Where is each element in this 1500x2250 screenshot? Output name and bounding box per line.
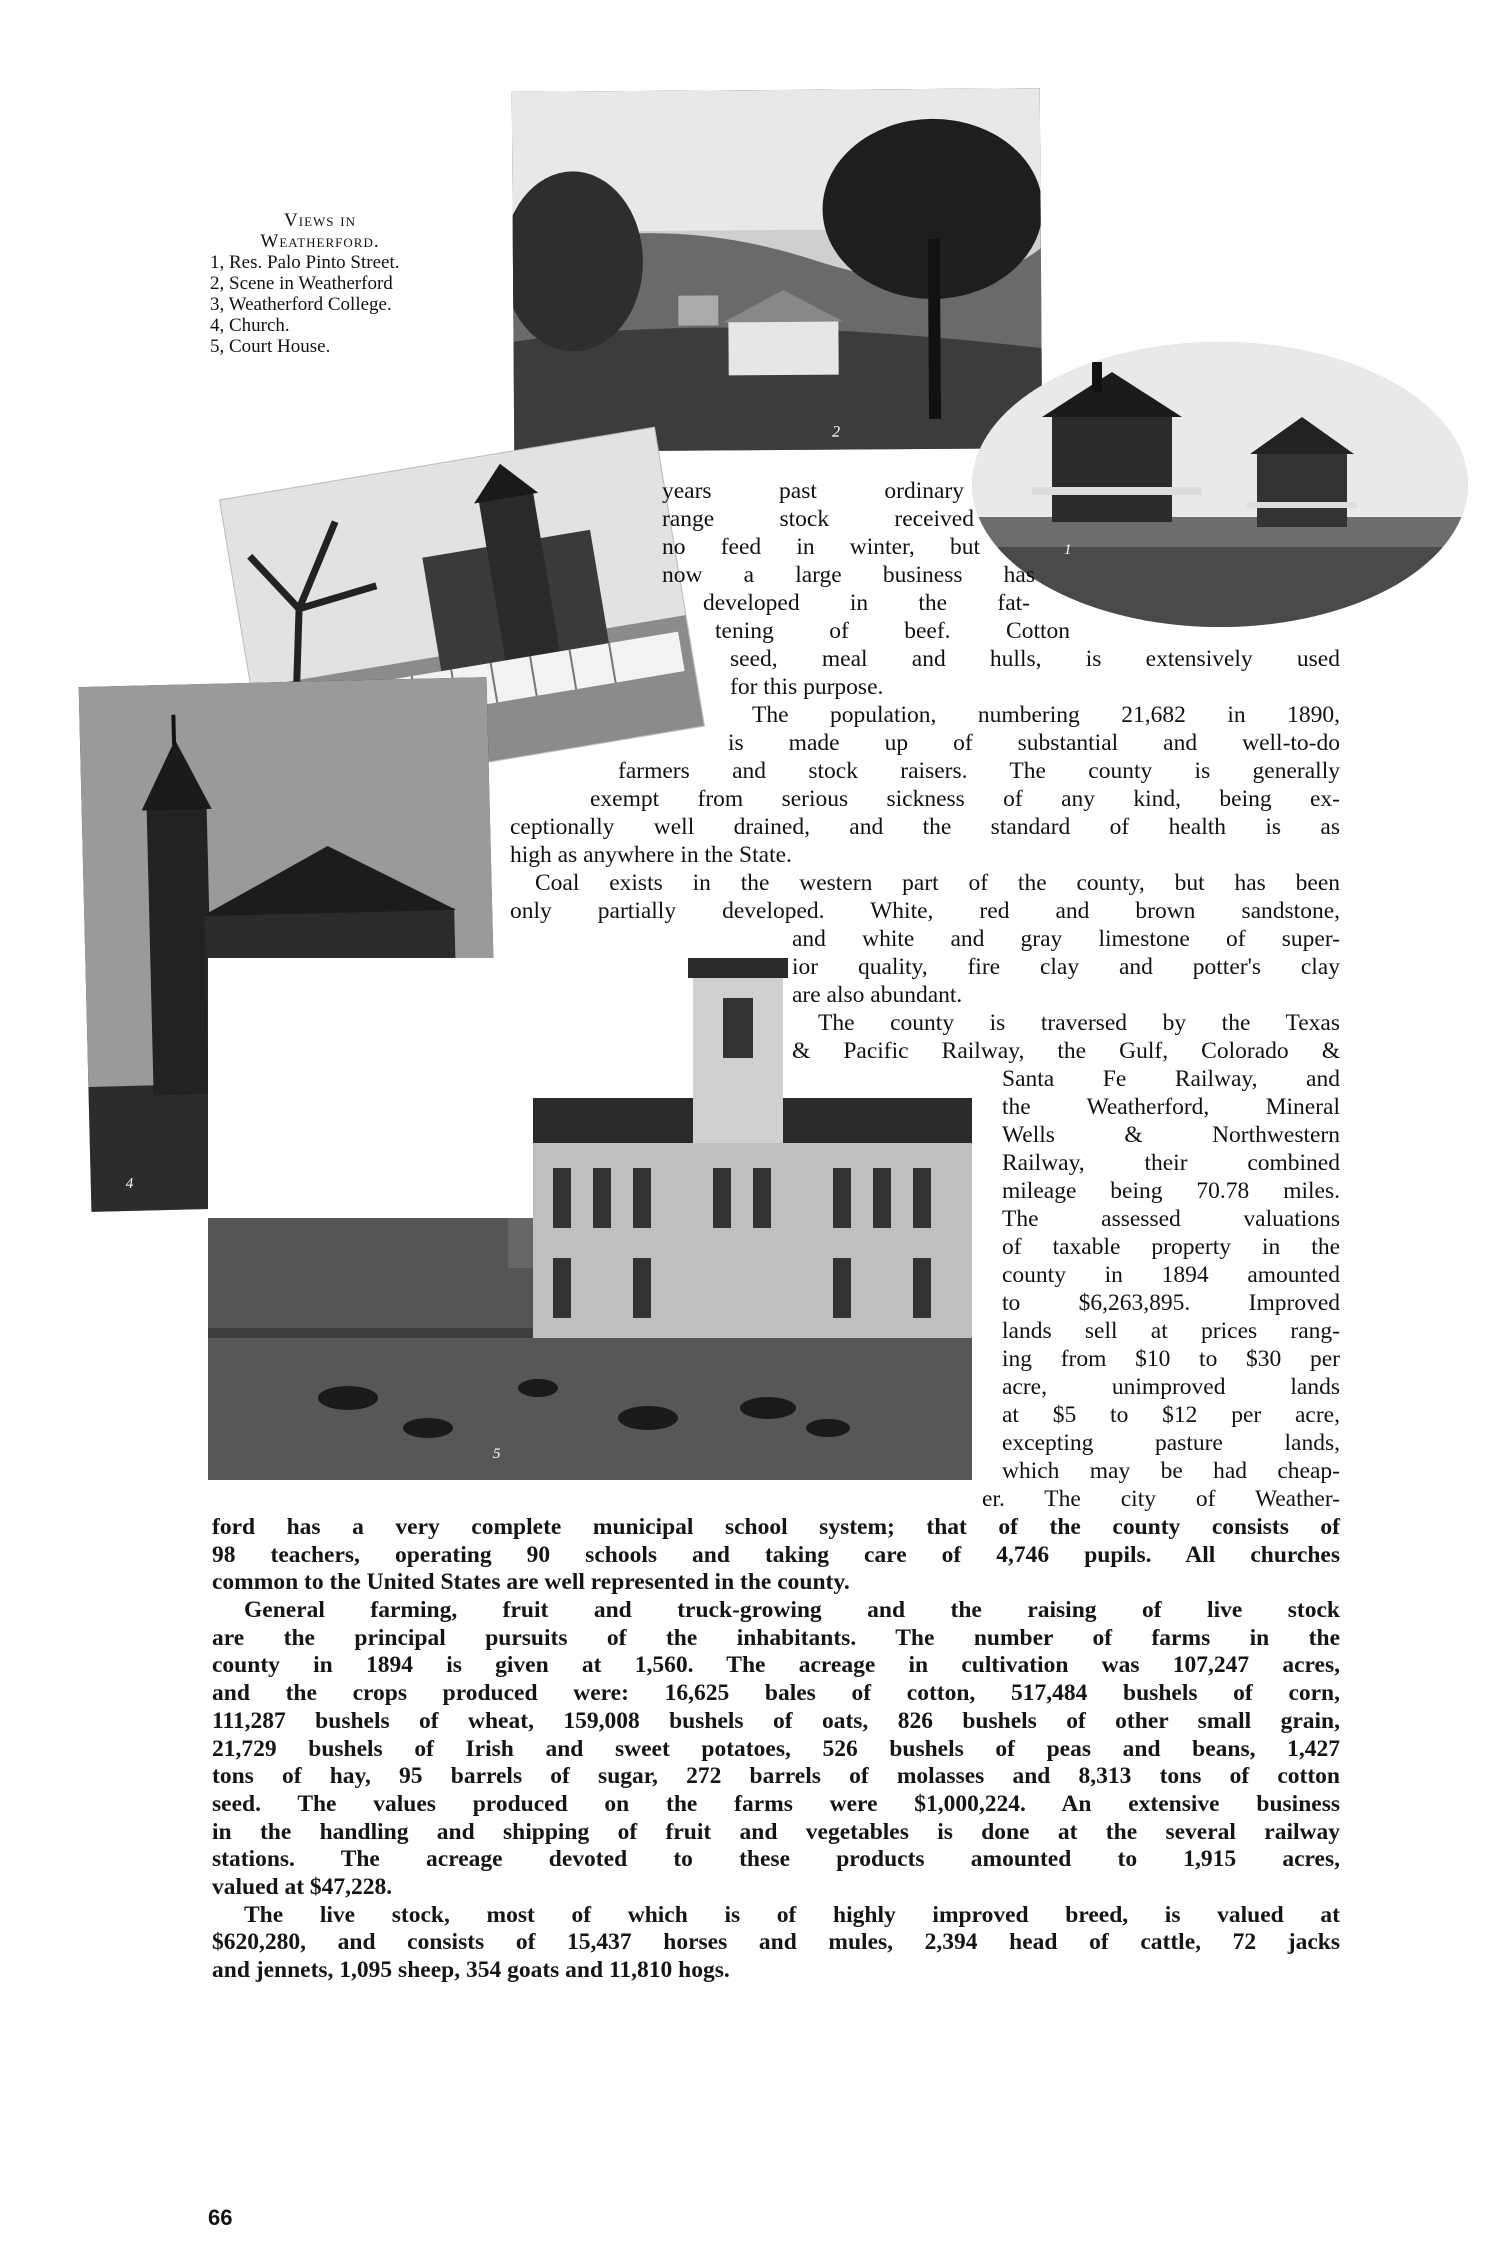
body-line: tons of hay, 95 barrels of sugar, 272 barrels of molasses and 8,313 tons of cotton (212, 1763, 1340, 1790)
text-line: lands sell at prices rang- (1002, 1318, 1340, 1344)
caption-item: 4, Church. (210, 315, 290, 336)
text-line: is made up of substantial and well-to-do (728, 730, 1340, 756)
text-line: only partially developed. White, red and brown sandstone, (510, 898, 1340, 924)
text-line: ior quality, fire clay and potter's clay (792, 954, 1340, 980)
caption-item: 2, Scene in Weatherford (210, 273, 393, 294)
caption-title-line: Weatherford. (260, 231, 380, 252)
text-line: to $6,263,895. Improved (1002, 1290, 1340, 1316)
photo-res-palo-pinto-street (972, 342, 1468, 627)
photo-caption (210, 210, 490, 357)
text-line: Santa Fe Railway, and (1002, 1066, 1340, 1092)
text-line: the Weatherford, Mineral (1002, 1094, 1340, 1120)
text-line: The population, numbering 21,682 in 1890, (752, 702, 1340, 728)
photo-scene-graphic (512, 88, 1043, 452)
text-line: county in 1894 amounted (1002, 1262, 1340, 1288)
body-line: and jennets, 1,095 sheep, 354 goats and 11,810 hogs. (212, 1957, 730, 1983)
text-line: high as anywhere in the State. (510, 842, 792, 868)
body-line: 111,287 bushels of wheat, 159,008 bushels of oats, 826 bushels of other small grain, (212, 1707, 1340, 1734)
body-line: 21,729 bushels of Irish and sweet potatoes, 526 bushels of peas and beans, 1,427 (212, 1735, 1340, 1762)
text-line: are also abundant. (792, 982, 963, 1008)
text-line: excepting pasture lands, (1002, 1430, 1340, 1456)
body-line: in the handling and shipping of fruit and vegetables is done at the several railway (212, 1818, 1340, 1845)
photo-number-2: 2 (832, 423, 841, 441)
text-line: no feed in winter, but (662, 534, 980, 560)
text-line: now a large business has (662, 562, 1035, 588)
text-line: & Pacific Railway, the Gulf, Colorado & (792, 1038, 1340, 1064)
photo-scene-in-weatherford (512, 88, 1043, 452)
body-line: and the crops produced were: 16,625 bales of cotton, 517,484 bushels of corn, (212, 1680, 1340, 1707)
caption-title (210, 210, 420, 252)
text-line: range stock received (662, 506, 974, 532)
text-line: Wells & Northwestern (1002, 1122, 1340, 1148)
text-line: seed, meal and hulls, is extensively used (730, 646, 1340, 672)
body-text (212, 1514, 1340, 1985)
text-line: er. The city of Weather- (982, 1486, 1340, 1512)
text-line: mileage being 70.78 miles. (1002, 1178, 1340, 1204)
text-line: Railway, their combined (1002, 1150, 1340, 1176)
text-line: farmers and stock raisers. The county is generally (618, 758, 1340, 784)
photo-residence-graphic (972, 342, 1468, 627)
text-line: The assessed valuations (1002, 1206, 1340, 1232)
body-line: common to the United States are well represented in the county. (212, 1569, 850, 1596)
body-line: county in 1894 is given at 1,560. The acreage in cultivation was 107,247 acres, (212, 1652, 1340, 1679)
text-line: years past ordinary (662, 478, 964, 504)
body-line: 98 teachers, operating 90 schools and taking care of 4,746 pupils. All churches (212, 1541, 1340, 1568)
photo-number-1: 1 (1064, 542, 1072, 558)
text-line: at $5 to $12 per acre, (1002, 1402, 1340, 1428)
body-line: The live stock, most of which is of highly improved breed, is valued at (244, 1901, 1340, 1928)
text-line: for this purpose. (730, 674, 884, 700)
text-line: The county is traversed by the Texas (818, 1010, 1340, 1036)
body-line: General farming, fruit and truck-growing and the raising of live stock (244, 1597, 1340, 1624)
body-line: ford has a very complete municipal school system; that of the county consists of (212, 1514, 1340, 1540)
text-line: which may be had cheap- (1002, 1458, 1340, 1484)
text-line: acre, unimproved lands (1002, 1374, 1340, 1400)
text-line: exempt from serious sickness of any kind, being ex- (590, 786, 1340, 812)
caption-item: 1, Res. Palo Pinto Street. (210, 252, 400, 273)
photo-number-5: 5 (493, 1446, 501, 1462)
body-line: are the principal pursuits of the inhabitants. The number of farms in the (212, 1624, 1340, 1651)
body-line: seed. The values produced on the farms were $1,000,224. An extensive business (212, 1790, 1340, 1817)
text-line: ing from $10 to $30 per (1002, 1346, 1340, 1372)
caption-item: 3, Weatherford College. (210, 294, 392, 315)
page-number: 66 (208, 2205, 233, 2230)
photo-number-4: 4 (125, 1175, 134, 1193)
text-line: Coal exists in the western part of the county, but has been (535, 870, 1340, 896)
text-line: and white and gray limestone of super- (792, 926, 1340, 952)
body-line: $620,280, and consists of 15,437 horses and mules, 2,394 head of cattle, 72 jacks (212, 1929, 1340, 1956)
text-line: of taxable property in the (1002, 1234, 1340, 1260)
body-line: stations. The acreage devoted to these products amounted to 1,915 acres, (212, 1846, 1340, 1873)
text-line: ceptionally well drained, and the standard of health is as (510, 814, 1340, 840)
text-line: developed in the fat- (703, 590, 1030, 616)
body-line: valued at $47,228. (212, 1873, 393, 1900)
text-line: tening of beef. Cotton (715, 618, 1070, 644)
caption-item: 5, Court House. (210, 336, 331, 357)
caption-title-line: Views in (284, 210, 356, 231)
